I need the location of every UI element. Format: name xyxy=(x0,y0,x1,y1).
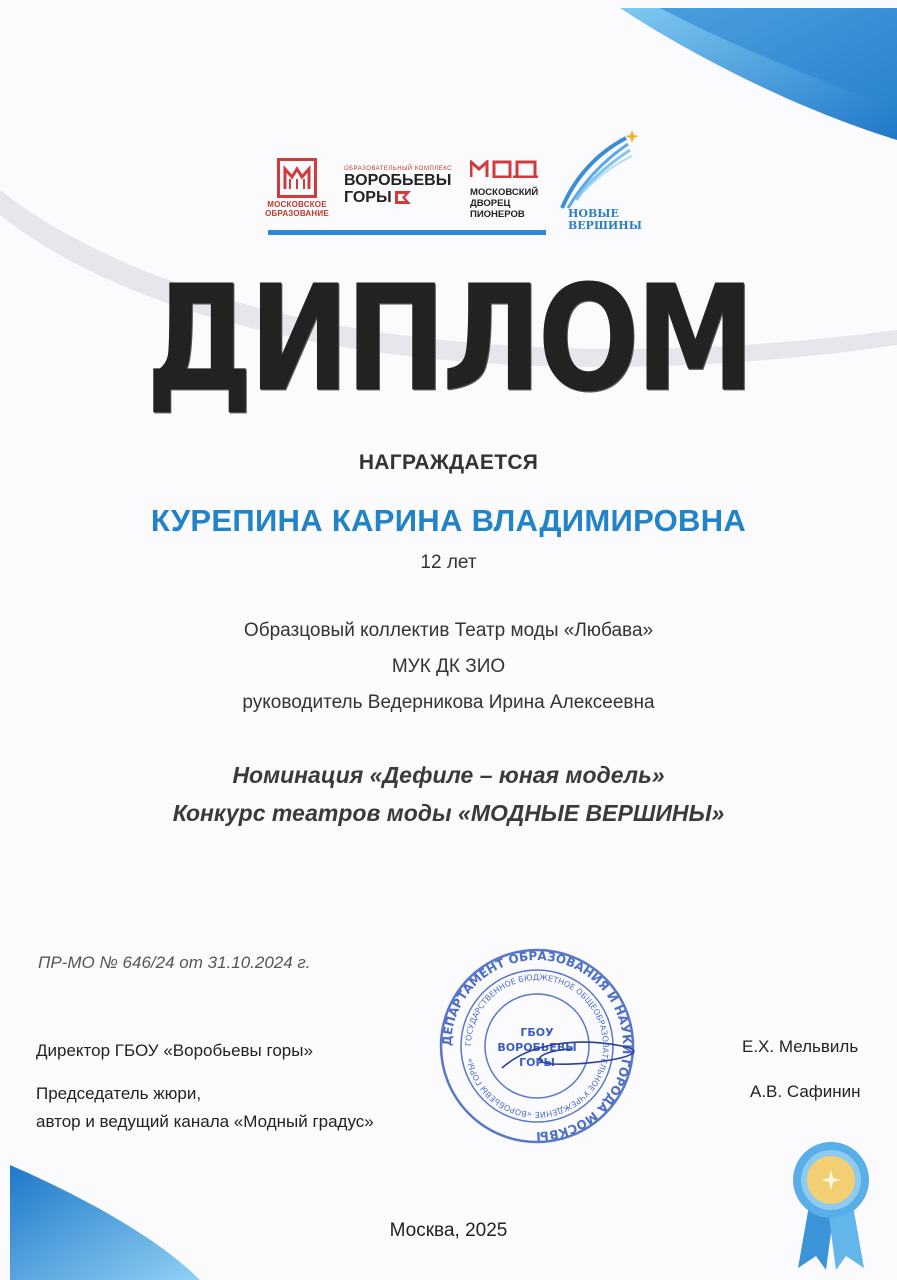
stamp-center-2: ВОРОБЬЕВЫ xyxy=(497,1041,577,1054)
moscow-pioneer-palace-logo xyxy=(470,160,560,220)
vg-flag-icon xyxy=(395,191,411,204)
collective-name: Образцовый коллектив Театр моды «Любава» xyxy=(243,620,654,641)
vorobyovy-gory-logo xyxy=(344,166,464,206)
contest-title: Конкурс театров моды «МОДНЫЕ ВЕРШИНЫ» xyxy=(172,800,725,826)
official-stamp xyxy=(432,946,642,1146)
moscow-education-logo xyxy=(264,158,330,218)
organization-name: МУК ДК ЗИО xyxy=(391,656,506,677)
awarded-label: НАГРАЖДАЕТСЯ xyxy=(358,451,539,474)
recipient-name: КУРЕПИНА КАРИНА ВЛАДИМИРОВНА xyxy=(150,503,747,538)
award-ribbon-icon xyxy=(790,1140,872,1270)
city-year: Москва, 2025 xyxy=(389,1220,508,1241)
stamp-outer-text: ДЕПАРТАМЕНТ ОБРАЗОВАНИЯ И НАУКИ ГОРОДА МОСКВЫ xyxy=(439,948,635,1144)
jury-role-line1: Председатель жюри, xyxy=(36,1084,202,1103)
stamp-inner-text: ГОСУДАРСТВЕННОЕ БЮДЖЕТНОЕ ОБЩЕОБРАЗОВАТЕЛЬНОЕ УЧРЕЖДЕНИЕ «ВОРОБЬЕВЫ ГОРЫ» xyxy=(463,972,611,1120)
jury-role-line2: автор и ведущий канала «Модный градус» xyxy=(36,1112,374,1131)
mdp-line1: МОСКОВСКИЙ xyxy=(470,187,539,198)
mdp-line2: ДВОРЕЦ xyxy=(470,198,511,209)
jury-name: А.В. Сафинин xyxy=(750,1082,861,1101)
stamp-center-1: ГБОУ xyxy=(520,1026,554,1039)
vg-line2: ГОРЫ xyxy=(344,189,392,206)
vg-small-caption: ОБРАЗОВАТЕЛЬНЫЙ КОМПЛЕКС xyxy=(344,166,452,172)
new-peaks-wave-icon xyxy=(554,130,654,210)
director-name: Е.Х. Мельвиль xyxy=(742,1037,859,1056)
moscow-education-emblem-icon xyxy=(277,158,317,198)
leader-name: руководитель Ведерникова Ирина Алексеевна xyxy=(242,692,655,713)
nv-line1: НОВЫЕ xyxy=(568,207,619,220)
moscow-education-caption: МОСКОВСКОЕ ОБРАЗОВАНИЕ xyxy=(265,200,329,218)
mdp-line3: ПИОНЕРОВ xyxy=(470,209,525,220)
nomination-title: Номинация «Дефиле – юная модель» xyxy=(232,762,665,788)
partner-logos xyxy=(264,150,654,250)
director-role: Директор ГБОУ «Воробьевы горы» xyxy=(36,1041,313,1060)
new-peaks-logo xyxy=(554,130,654,250)
vg-line1: ВОРОБЬЕВЫ xyxy=(344,172,452,189)
nv-line2: ВЕРШИНЫ xyxy=(568,219,642,232)
stamp-center-3: ГОРЫ xyxy=(519,1056,555,1069)
order-reference: ПР-МО № 646/24 от 31.10.2024 г. xyxy=(38,953,311,972)
mdp-emblem-icon xyxy=(470,160,538,178)
diploma-title: ДИПЛОМ xyxy=(146,255,751,425)
logo-underline xyxy=(268,230,546,235)
recipient-age: 12 лет xyxy=(420,552,477,573)
